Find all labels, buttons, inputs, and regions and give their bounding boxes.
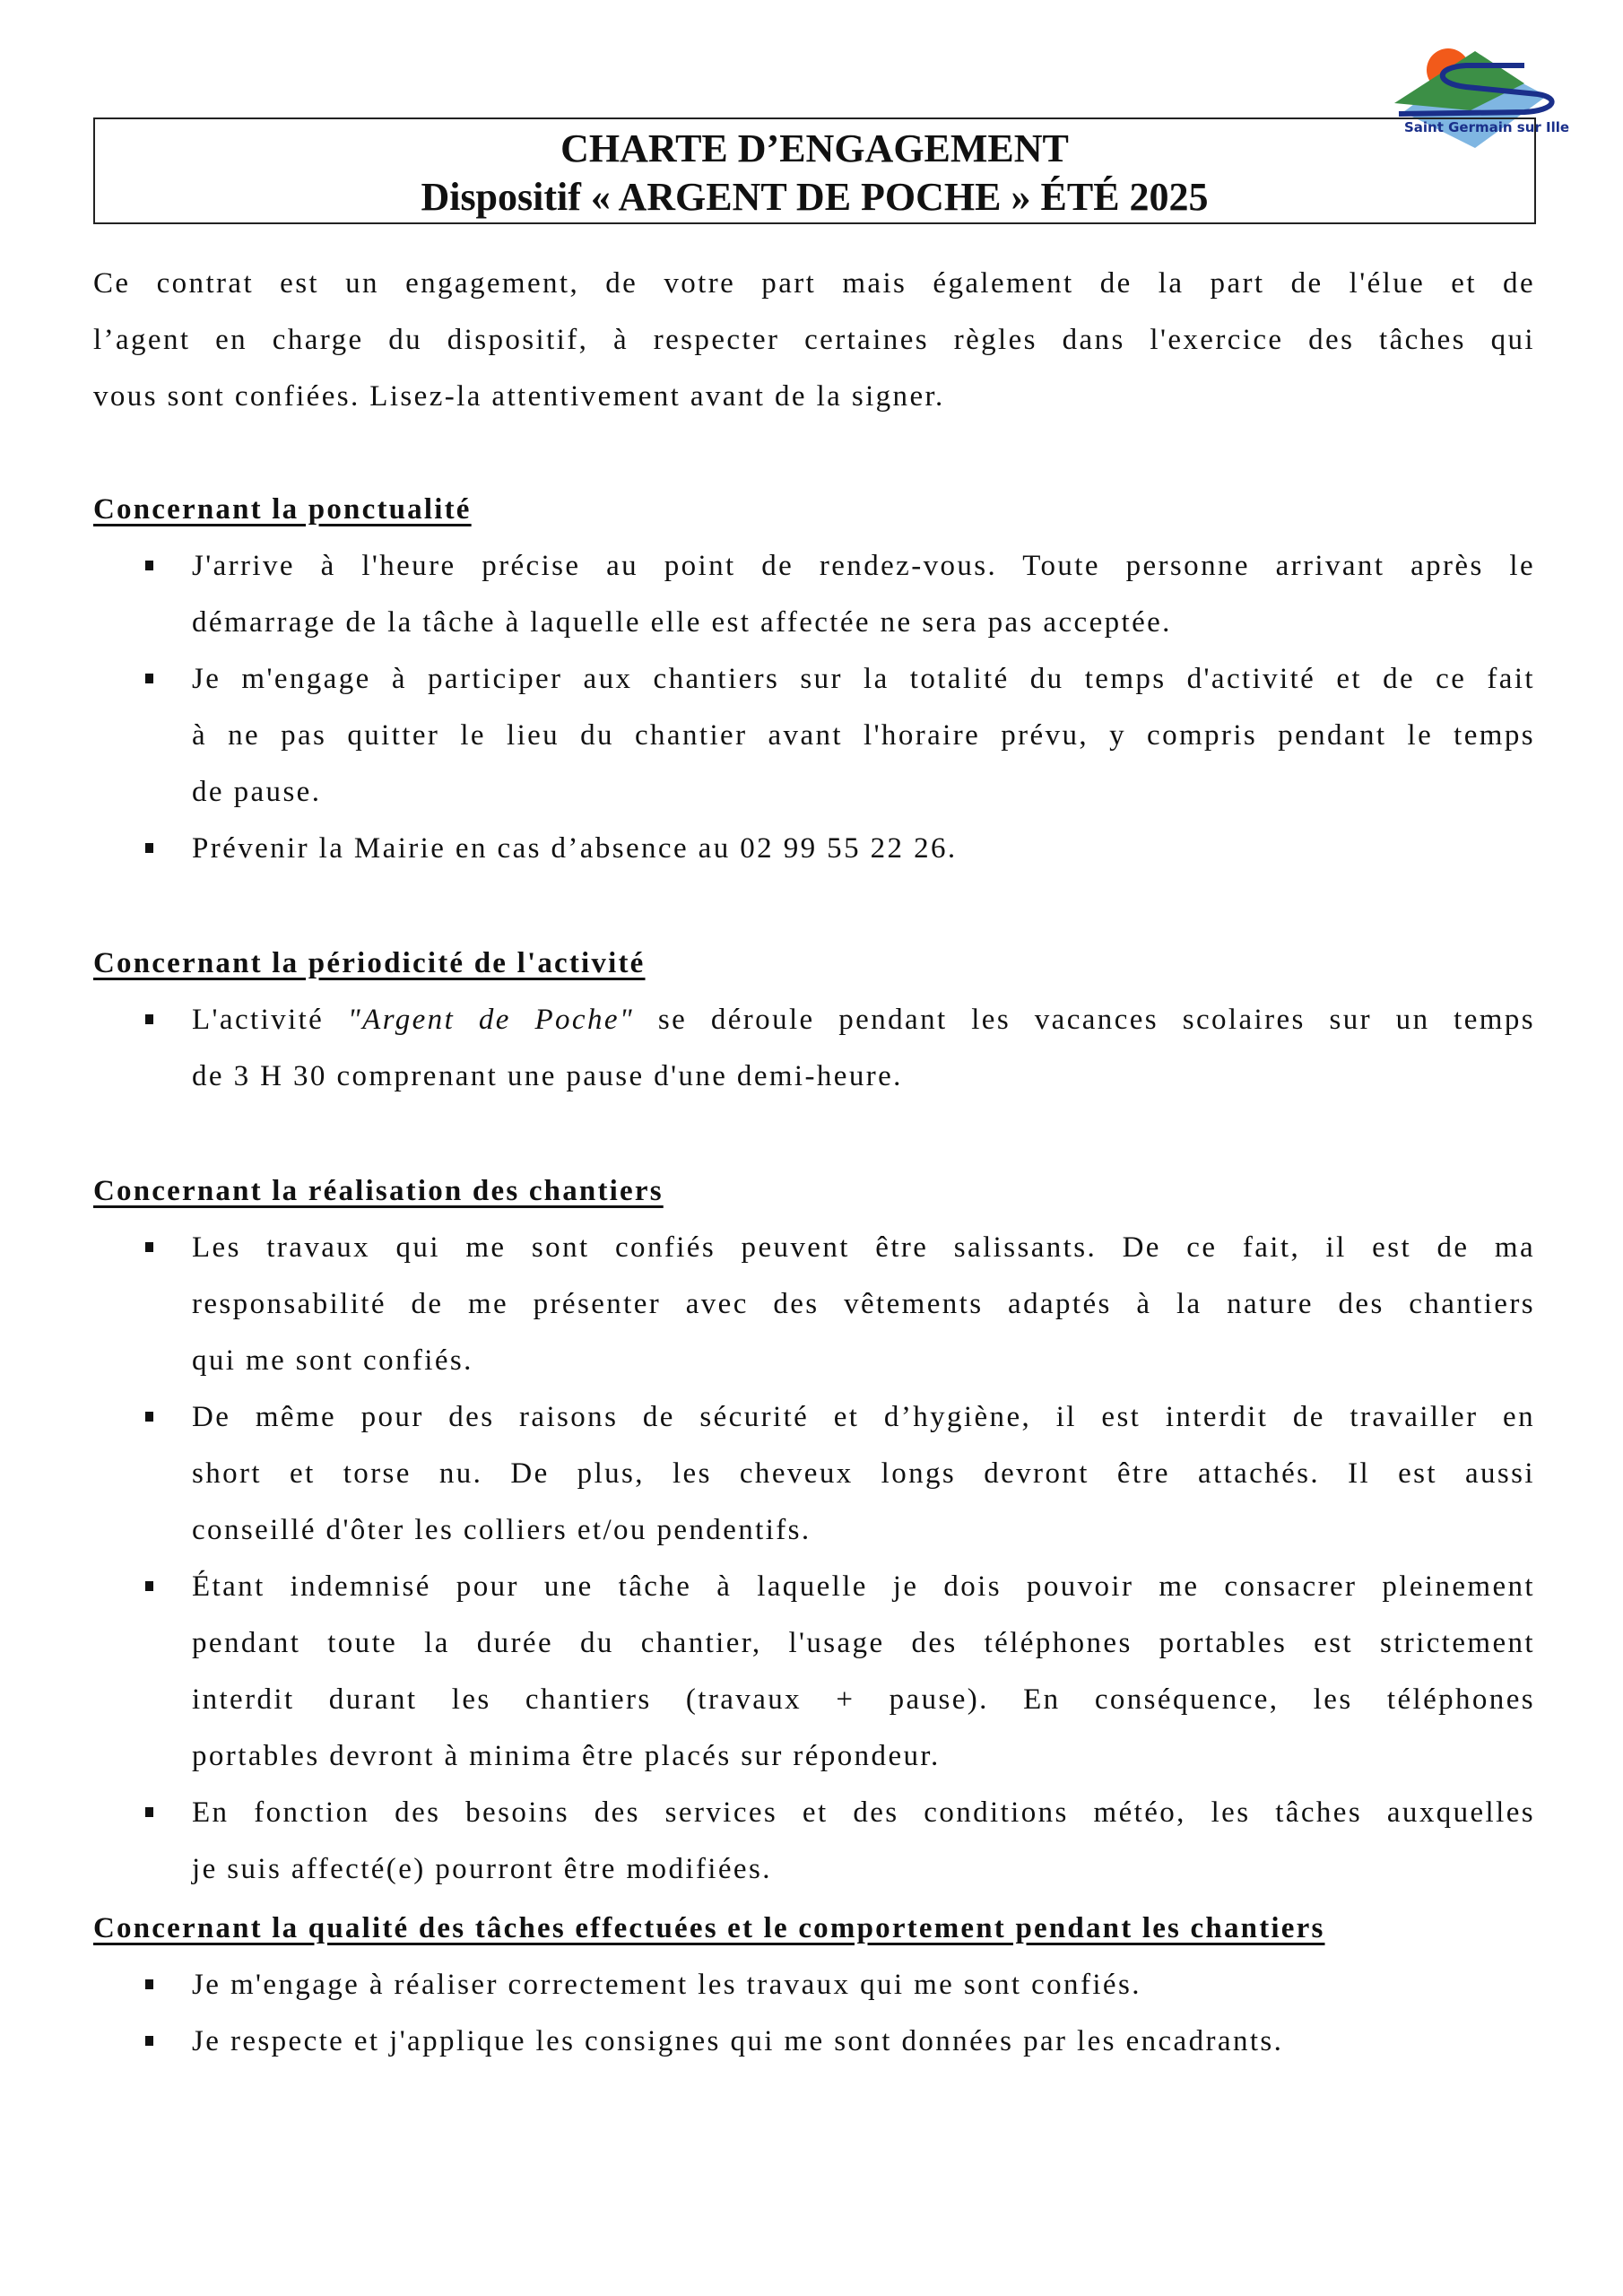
square-bullet-icon: [145, 1559, 153, 1615]
list-item: [93, 992, 1535, 1105]
item-line: de pause.: [192, 776, 322, 808]
list-item: [93, 1559, 1535, 1785]
section-heading: Concernant la ponctualité: [93, 493, 472, 526]
item-line: Je respecte et j'applique les consignes qui me sont données par les encadrants.: [192, 2025, 1284, 2057]
section-heading: Concernant la réalisation des chantiers: [93, 1175, 664, 1207]
item-line: Je m'engage à réaliser correctement les travaux qui me sont confiés.: [192, 1969, 1141, 2001]
item-line: En fonction des besoins des services et des conditions météo, les tâches auxquelles: [192, 1796, 1535, 1829]
list-item: [93, 2013, 1535, 2070]
item-line: Étant indemnisé pour une tâche à laquelle je dois pouvoir me consacrer pleinement: [192, 1570, 1535, 1603]
item-line: je suis affecté(e) pourront être modifiées.: [192, 1853, 772, 1885]
item-line: de 3 H 30 comprenant une pause d'une demi-heure.: [192, 1060, 903, 1092]
section-qualite: [93, 1900, 1535, 2070]
square-bullet-icon: [145, 1389, 153, 1446]
intro-line: vous sont confiées. Lisez-la attentivement avant de la signer.: [93, 380, 945, 413]
intro-line: l’agent en charge du dispositif, à respecter certaines règles dans l'exercice des tâches qui: [93, 324, 1535, 356]
item-line: responsabilité de me présenter avec des vêtements adaptés à la nature des chantiers: [192, 1288, 1535, 1320]
section-periodicite: [93, 935, 1535, 1105]
square-bullet-icon: [145, 1785, 153, 1841]
section-heading: Concernant la qualité des tâches effectuées et le comportement pendant les chantiers: [93, 1912, 1325, 1944]
item-line: qui me sont confiés.: [192, 1344, 473, 1377]
list-item: [93, 651, 1535, 821]
square-bullet-icon: [145, 2013, 153, 2070]
document-subtitle: Dispositif « ARGENT DE POCHE » ÉTÉ 2025: [421, 175, 1209, 219]
list-item: [93, 538, 1535, 651]
item-line: démarrage de la tâche à laquelle elle est affectée ne sera pas acceptée.: [192, 606, 1172, 639]
list-item: [93, 1957, 1535, 2013]
text-run: L'activité: [192, 1004, 348, 1036]
list-item: [93, 1785, 1535, 1898]
intro-paragraph: [93, 256, 1535, 425]
item-line: pendant toute la durée du chantier, l'usage des téléphones portables est strictement: [192, 1627, 1535, 1659]
item-line: J'arrive à l'heure précise au point de rendez-vous. Toute personne arrivant après le: [192, 550, 1535, 582]
item-line: conseillé d'ôter les colliers et/ou pendentifs.: [192, 1514, 812, 1546]
item-line: Les travaux qui me sont confiés peuvent être salissants. De ce fait, il est de ma: [192, 1231, 1535, 1264]
square-bullet-icon: [145, 651, 153, 708]
section-realisation: [93, 1163, 1535, 1898]
item-line: short et torse nu. De plus, les cheveux longs devront être attachés. Il est aussi: [192, 1457, 1535, 1490]
logo-text: Saint Germain sur Ille: [1403, 119, 1570, 135]
item-line: Je m'engage à participer aux chantiers sur la totalité du temps d'activité et de ce fait: [192, 663, 1535, 695]
list-item: [93, 1389, 1535, 1559]
italic-program-name: "Argent de Poche": [347, 1004, 635, 1036]
intro-line: Ce contrat est un engagement, de votre part mais également de la part de l'élue et de: [93, 267, 1535, 300]
section-heading: Concernant la périodicité de l'activité: [93, 947, 646, 979]
section-ponctualite: [93, 482, 1535, 877]
square-bullet-icon: [145, 992, 153, 1048]
list-item: [93, 1220, 1535, 1389]
item-line: interdit durant les chantiers (travaux + pause). En conséquence, les téléphones: [192, 1683, 1535, 1716]
item-line: Prévenir la Mairie en cas d’absence au 02 99 55 22 26.: [192, 832, 958, 865]
document-title: CHARTE D’ENGAGEMENT: [560, 126, 1069, 170]
square-bullet-icon: [145, 538, 153, 595]
item-line: à ne pas quitter le lieu du chantier avant l'horaire prévu, y compris pendant le temps: [192, 719, 1535, 752]
square-bullet-icon: [145, 1220, 153, 1276]
square-bullet-icon: [145, 1957, 153, 2013]
item-line: De même pour des raisons de sécurité et d’hygiène, il est interdit de travailler en: [192, 1401, 1535, 1433]
text-run: se déroule pendant les vacances scolaires sur un temps: [634, 1004, 1535, 1036]
title-box: [93, 117, 1536, 224]
item-line: portables devront à minima être placés sur répondeur.: [192, 1740, 941, 1772]
square-bullet-icon: [145, 821, 153, 877]
list-item: [93, 821, 1535, 877]
item-line: [192, 992, 1535, 1048]
